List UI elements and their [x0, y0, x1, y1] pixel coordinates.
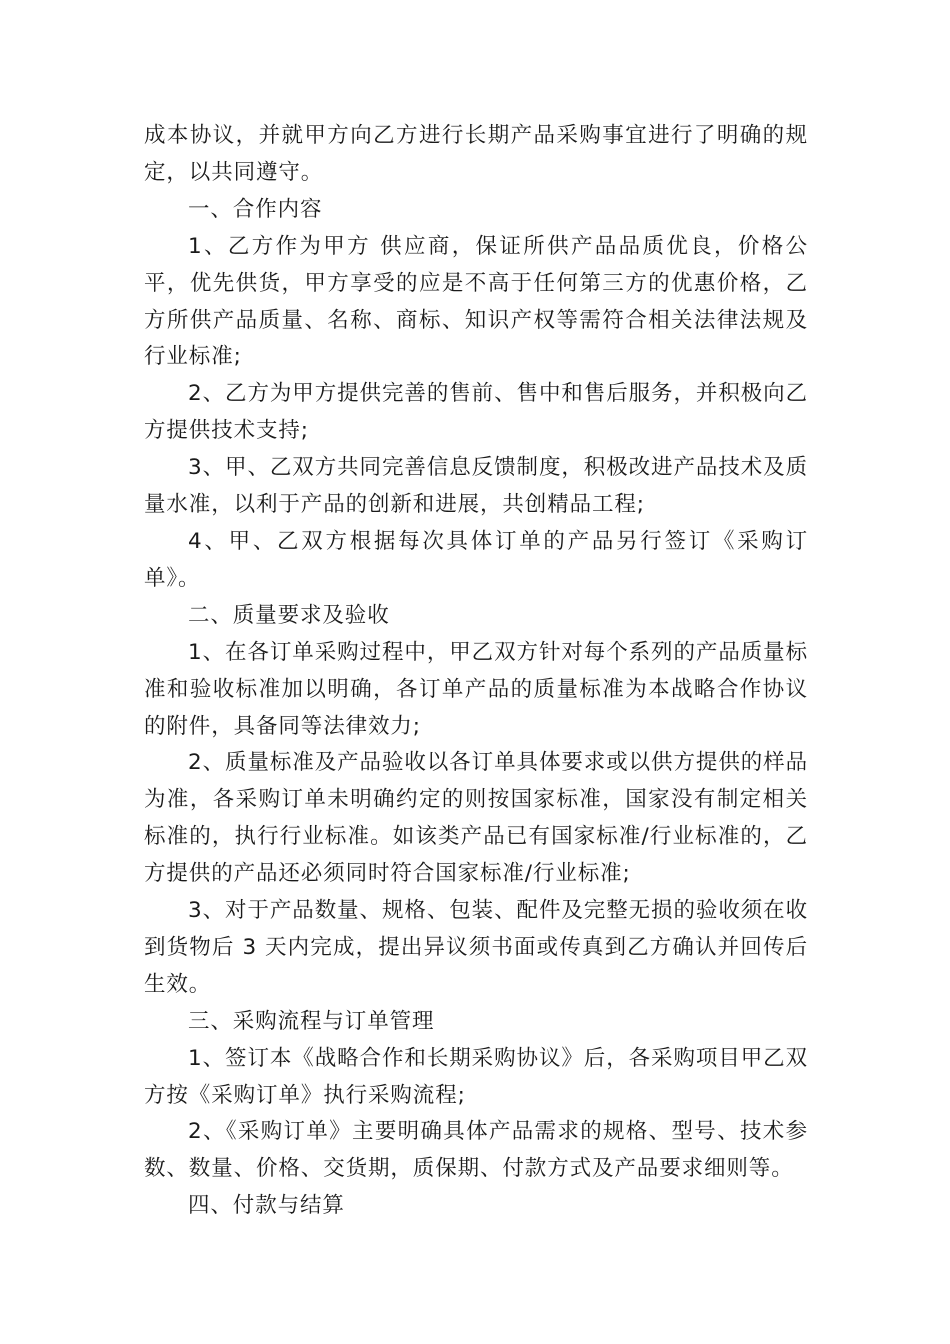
paragraph-procurement-2: 2、《采购订单》主要明确具体产品需求的规格、型号、技术参数、数量、价格、交货期，质保期、付款方式及产品要求细则等。: [144, 1119, 808, 1182]
document-body: [144, 118, 808, 1225]
paragraph-cooperation-4: 4、甲、乙双方根据每次具体订单的产品另行签订《采购订单》。: [144, 528, 808, 591]
section-heading-procurement: 三、采购流程与订单管理: [188, 1008, 435, 1034]
paragraph-quality-2: 2、质量标准及产品验收以各订单具体要求或以供方提供的样品为准，各采购订单未明确约定的则按国家标准，国家没有制定相关标准的，执行行业标准。如该类产品已有国家标准/行业标准的，乙方提供的产品还必须同时符合国家标准/行业标准;: [144, 750, 808, 887]
paragraph-procurement-1: 1、签订本《战略合作和长期采购协议》后，各采购项目甲乙双方按《采购订单》执行采购流程;: [144, 1045, 808, 1108]
paragraph-intro-continuation: 成本协议，并就甲方向乙方进行长期产品采购事宜进行了明确的规定，以共同遵守。: [144, 123, 808, 185]
section-heading-quality: 二、质量要求及验收: [188, 602, 390, 628]
section-heading-payment: 四、付款与结算: [188, 1193, 345, 1219]
paragraph-cooperation-3: 3、甲、乙双方共同完善信息反馈制度，积极改进产品技术及质量水准，以利于产品的创新和进展，共创精品工程;: [144, 455, 808, 518]
paragraph-cooperation-2: 2、乙方为甲方提供完善的售前、售中和售后服务，并积极向乙方提供技术支持;: [144, 381, 808, 444]
section-heading-cooperation: 一、合作内容: [188, 196, 323, 222]
paragraph-quality-3: 3、对于产品数量、规格、包装、配件及完整无损的验收须在收到货物后 3 天内完成，提出异议须书面或传真到乙方确认并回传后生效。: [144, 898, 808, 997]
paragraph-cooperation-1: 1、乙方作为甲方 供应商，保证所供产品品质优良，价格公平，优先供货，甲方享受的应是不高于任何第三方的优惠价格，乙方所供产品质量、名称、商标、知识产权等需符合相关法律法规及行业标准;: [144, 233, 808, 370]
paragraph-quality-1: 1、在各订单采购过程中，甲乙双方针对每个系列的产品质量标准和验收标准加以明确，各订单产品的质量标准为本战略合作协议的附件，具备同等法律效力;: [144, 639, 808, 739]
